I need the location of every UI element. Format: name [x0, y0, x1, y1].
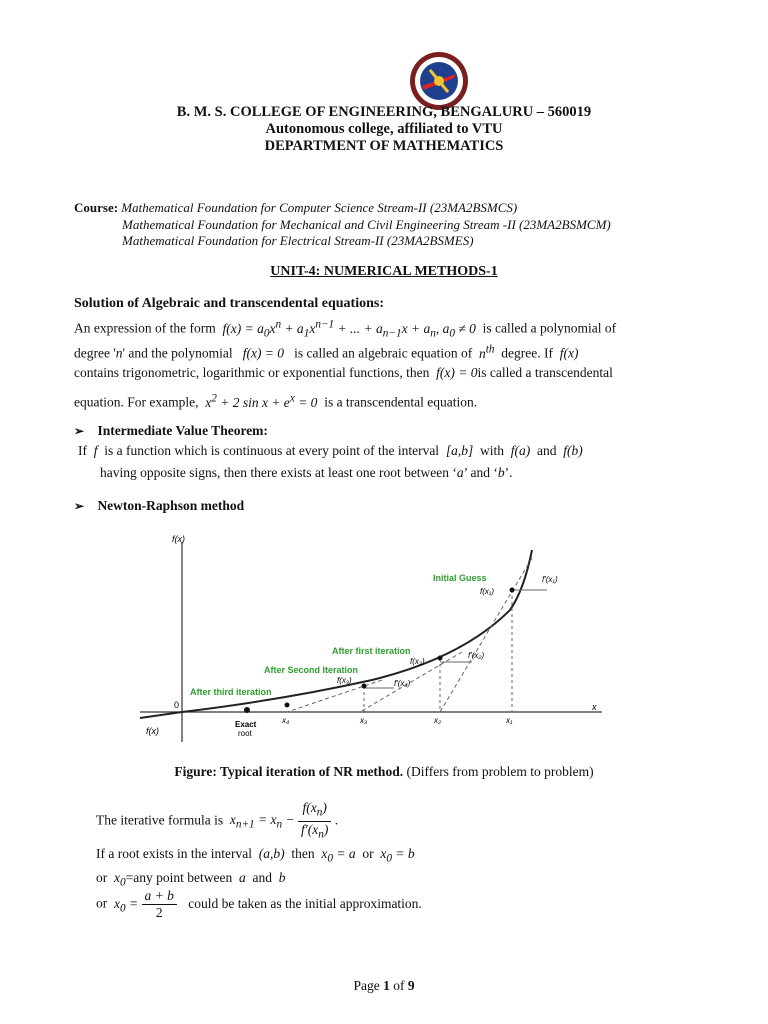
midpoint-fraction: $\frac{a + b}{2}$ [142, 888, 177, 921]
ivt-heading: ➢ Intermediate Value Theorem: [74, 423, 268, 438]
algebraic-eq: f(x) = 0 [235, 345, 291, 361]
bullet-arrow-icon: ➢ [74, 499, 85, 513]
svg-text:f(x₁): f(x₁) [480, 587, 495, 596]
interval-line: If a root exists in the interval (a,b) then $x_0 = a$ or $x_0 = b$ [96, 846, 415, 865]
svg-text:x₂: x₂ [434, 716, 442, 725]
point-x1 [510, 588, 515, 593]
para-line-4: equation. For example, $x^2 + 2$ $\sin x + e^x = 0$ is a transcendental equation. [74, 392, 478, 410]
svg-text:root: root [238, 729, 252, 738]
nr-figure [132, 530, 612, 750]
point-x4 [285, 703, 290, 708]
para-line-2: degree 'n' and the polynomial f(x) = 0 is called an algebraic equation of $n^{th}$ degree. If f(x) [74, 343, 579, 361]
after-first-label: After first iteration [332, 646, 411, 656]
nr-heading: ➢ Newton-Raphson method [74, 498, 245, 513]
page-number: Page 1 of 9 [353, 978, 415, 993]
svg-text:x₁: x₁ [506, 716, 513, 725]
department-name: DEPARTMENT OF MATHEMATICS [264, 138, 504, 154]
y-axis-label: f(x) [172, 534, 185, 544]
exact-root-point [244, 707, 250, 713]
svg-text:f'(x₁): f'(x₁) [542, 575, 558, 584]
iterative-formula-line: The iterative formula is $x_{n+1} = x_n$ − $\frac{f(x_n)}{f'(x_n)}$ . [96, 800, 339, 841]
svg-text:x₄: x₄ [282, 716, 290, 725]
college-logo [408, 50, 470, 112]
transcendental-example: $x^2 + 2$ $\sin x + e^x = 0$ [201, 392, 321, 410]
point-x2 [438, 656, 443, 661]
svg-text:x₃: x₃ [360, 716, 368, 725]
college-name: B. M. S. COLLEGE OF ENGINEERING, BENGALURU – 560019 [176, 104, 592, 120]
course-line-1: Mathematical Foundation for Computer Science Stream-II (23MA2BSMCS) [121, 200, 518, 215]
nr-fraction: $\frac{f(x_n)}{f'(x_n)}$ [298, 800, 331, 842]
figure-caption: Figure: Typical iteration of NR method. (Differs from problem to problem) [174, 764, 594, 779]
section-title: Solution of Algebraic and transcendental equations: [74, 296, 384, 311]
para-line-3: contains trigonometric, logarithmic or exponential functions, then f(x) = 0is called a transcendental [74, 365, 613, 380]
ivt-line-2: having opposite signs, then there exists at least one root between ‘a’ and ‘b’. [100, 465, 513, 480]
svg-text:f(x₃): f(x₃) [337, 676, 352, 685]
para-line-1: An expression of the form $f(x) = a_0x^n + a_1x^{n-1}$ + ... + $a_{n-1}x + a_n$, $a_0 \ne 0$ is called a polynomial of [74, 318, 617, 340]
course-line-2: Mathematical Foundation for Mechanical and Civil Engineering Stream -II (23MA2BSMCM) [122, 217, 611, 232]
exact-root-label: Exact [235, 720, 257, 729]
svg-text:f(x): f(x) [146, 726, 159, 736]
svg-text:f'(x₃): f'(x₃) [394, 679, 411, 688]
svg-text:f(x₂): f(x₂) [410, 657, 425, 666]
course-label: Course: [74, 200, 119, 215]
tangent-3 [287, 680, 382, 712]
x-axis-label: x [592, 702, 597, 712]
after-second-label: After Second Iteration [264, 665, 359, 675]
course-line-3: Mathematical Foundation for Electrical Stream-II (23MA2BSMES) [122, 233, 474, 248]
midpoint-line: or $x_0$ = $\frac{a + b}{2}$ could be taken as the initial approximation. [96, 888, 422, 920]
point-x3 [362, 684, 367, 689]
ivt-line-1: If f is a function which is continuous at every point of the interval [a,b] with f(a) and f(b) [78, 443, 583, 458]
course-block [74, 200, 517, 216]
origin-label: 0 [174, 700, 180, 710]
initial-guess-label: Initial Guess [433, 573, 487, 583]
bullet-arrow-icon: ➢ [74, 424, 85, 438]
any-point-line: or $x_0=any$ point between a and b [96, 870, 286, 889]
after-third-label: After third iteration [190, 687, 272, 697]
unit-title: UNIT-4: NUMERICAL METHODS-1 [270, 264, 498, 279]
svg-text:f'(x₂): f'(x₂) [468, 651, 485, 660]
polynomial-expression: $f(x) = a_0x^n + a_1x^{n-1}$ + ... + $a_{n-1}x + a_n$, $a_0 \ne 0$ [219, 318, 480, 340]
college-affiliation: Autonomous college, affiliated to VTU [265, 121, 503, 137]
